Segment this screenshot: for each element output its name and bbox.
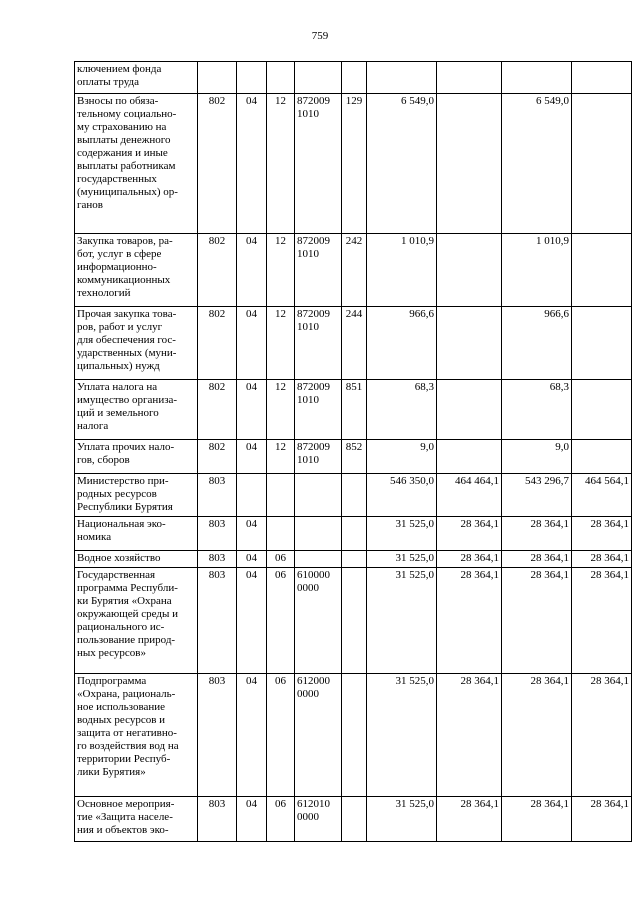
amount-1-cell: 6 549,0 <box>367 94 437 234</box>
section-code-cell <box>237 62 267 94</box>
amount-4-cell: 464 564,1 <box>572 474 632 517</box>
table-row <box>75 307 632 380</box>
subsection-code-cell: 06 <box>267 568 295 674</box>
expense-type-cell: 244 <box>342 307 367 380</box>
expense-type-cell <box>342 551 367 568</box>
amount-4-cell: 28 364,1 <box>572 797 632 842</box>
ministry-code-cell: 802 <box>198 94 237 234</box>
subsection-code-cell: 06 <box>267 797 295 842</box>
row-name-cell: Уплата прочих нало- гов, сборов <box>75 440 198 474</box>
amount-3-cell <box>502 62 572 94</box>
section-code-cell: 04 <box>237 674 267 797</box>
target-article-cell: 872009 1010 <box>295 234 342 307</box>
section-code-cell: 04 <box>237 551 267 568</box>
amount-1-cell: 31 525,0 <box>367 551 437 568</box>
amount-4-cell <box>572 307 632 380</box>
amount-2-cell: 28 364,1 <box>437 551 502 568</box>
expense-type-cell <box>342 797 367 842</box>
amount-4-cell: 28 364,1 <box>572 674 632 797</box>
amount-1-cell: 31 525,0 <box>367 568 437 674</box>
table-row <box>75 234 632 307</box>
table-row <box>75 440 632 474</box>
target-article-cell <box>295 62 342 94</box>
target-article-cell: 872009 1010 <box>295 380 342 440</box>
amount-4-cell <box>572 62 632 94</box>
subsection-code-cell <box>267 62 295 94</box>
ministry-code-cell: 802 <box>198 307 237 380</box>
target-article-cell: 872009 1010 <box>295 440 342 474</box>
ministry-code-cell: 803 <box>198 797 237 842</box>
amount-1-cell: 966,6 <box>367 307 437 380</box>
ministry-code-cell: 803 <box>198 568 237 674</box>
amount-2-cell: 28 364,1 <box>437 517 502 551</box>
subsection-code-cell: 12 <box>267 440 295 474</box>
section-code-cell: 04 <box>237 440 267 474</box>
amount-1-cell: 31 525,0 <box>367 797 437 842</box>
amount-3-cell: 28 364,1 <box>502 568 572 674</box>
amount-3-cell: 9,0 <box>502 440 572 474</box>
subsection-code-cell: 06 <box>267 551 295 568</box>
ministry-code-cell: 803 <box>198 474 237 517</box>
amount-1-cell: 68,3 <box>367 380 437 440</box>
table-row <box>75 380 632 440</box>
amount-3-cell: 966,6 <box>502 307 572 380</box>
expense-type-cell <box>342 517 367 551</box>
row-name-cell: Взносы по обяза- тельному социально- му страхованию на выплаты денежного содержания и иные выплаты работникам государственных (муниципальных) ор- ганов <box>75 94 198 234</box>
amount-2-cell <box>437 380 502 440</box>
amount-4-cell: 28 364,1 <box>572 568 632 674</box>
subsection-code-cell: 12 <box>267 380 295 440</box>
table-row <box>75 568 632 674</box>
amount-4-cell <box>572 94 632 234</box>
table-row <box>75 474 632 517</box>
row-name-cell: Водное хозяйство <box>75 551 198 568</box>
ministry-code-cell: 803 <box>198 551 237 568</box>
subsection-code-cell: 12 <box>267 307 295 380</box>
amount-1-cell: 546 350,0 <box>367 474 437 517</box>
expense-type-cell <box>342 62 367 94</box>
ministry-code-cell <box>198 62 237 94</box>
amount-3-cell: 28 364,1 <box>502 674 572 797</box>
expense-type-cell: 852 <box>342 440 367 474</box>
amount-3-cell: 6 549,0 <box>502 94 572 234</box>
ministry-code-cell: 802 <box>198 380 237 440</box>
table-row <box>75 674 632 797</box>
row-name-cell: Закупка товаров, ра- бот, услуг в сфере информационно- коммуникационных технологий <box>75 234 198 307</box>
expense-type-cell: 242 <box>342 234 367 307</box>
expense-type-cell: 851 <box>342 380 367 440</box>
subsection-code-cell: 06 <box>267 674 295 797</box>
amount-4-cell <box>572 234 632 307</box>
amount-1-cell: 1 010,9 <box>367 234 437 307</box>
table-row <box>75 797 632 842</box>
subsection-code-cell <box>267 517 295 551</box>
target-article-cell <box>295 517 342 551</box>
row-name-cell: Государственная программа Республи- ки Бурятия «Охрана окружающей среды и рационального ис- пользование природ- ных ресурсов» <box>75 568 198 674</box>
expense-type-cell <box>342 568 367 674</box>
table-row <box>75 62 632 94</box>
section-code-cell: 04 <box>237 568 267 674</box>
amount-2-cell <box>437 62 502 94</box>
row-name-cell: ключением фонда оплаты труда <box>75 62 198 94</box>
expense-type-cell <box>342 674 367 797</box>
amount-2-cell <box>437 234 502 307</box>
section-code-cell: 04 <box>237 517 267 551</box>
amount-4-cell: 28 364,1 <box>572 551 632 568</box>
section-code-cell <box>237 474 267 517</box>
amount-1-cell: 31 525,0 <box>367 674 437 797</box>
subsection-code-cell: 12 <box>267 94 295 234</box>
amount-2-cell <box>437 440 502 474</box>
amount-3-cell: 543 296,7 <box>502 474 572 517</box>
amount-3-cell: 68,3 <box>502 380 572 440</box>
table-row <box>75 517 632 551</box>
target-article-cell: 872009 1010 <box>295 307 342 380</box>
target-article-cell: 872009 1010 <box>295 94 342 234</box>
amount-2-cell: 464 464,1 <box>437 474 502 517</box>
target-article-cell: 612000 0000 <box>295 674 342 797</box>
expense-type-cell: 129 <box>342 94 367 234</box>
section-code-cell: 04 <box>237 234 267 307</box>
target-article-cell: 612010 0000 <box>295 797 342 842</box>
amount-4-cell <box>572 440 632 474</box>
amount-4-cell <box>572 380 632 440</box>
budget-table <box>74 61 632 842</box>
ministry-code-cell: 802 <box>198 234 237 307</box>
subsection-code-cell: 12 <box>267 234 295 307</box>
amount-3-cell: 28 364,1 <box>502 517 572 551</box>
amount-2-cell <box>437 307 502 380</box>
row-name-cell: Уплата налога на имущество организа- ций и земельного налога <box>75 380 198 440</box>
target-article-cell <box>295 551 342 568</box>
amount-3-cell: 28 364,1 <box>502 551 572 568</box>
table-row <box>75 551 632 568</box>
ministry-code-cell: 802 <box>198 440 237 474</box>
amount-2-cell: 28 364,1 <box>437 674 502 797</box>
section-code-cell: 04 <box>237 94 267 234</box>
row-name-cell: Прочая закупка това- ров, работ и услуг для обеспечения гос- ударственных (муни- ципальных) нужд <box>75 307 198 380</box>
amount-2-cell <box>437 94 502 234</box>
target-article-cell <box>295 474 342 517</box>
amount-1-cell <box>367 62 437 94</box>
row-name-cell: Подпрограмма «Охрана, рациональ- ное использование водных ресурсов и защита от негативно- го воздействия вод на территории Респуб- лики Бурятия» <box>75 674 198 797</box>
row-name-cell: Министерство при- родных ресурсов Республики Бурятия <box>75 474 198 517</box>
ministry-code-cell: 803 <box>198 517 237 551</box>
amount-2-cell: 28 364,1 <box>437 568 502 674</box>
expense-type-cell <box>342 474 367 517</box>
amount-3-cell: 28 364,1 <box>502 797 572 842</box>
row-name-cell: Национальная эко- номика <box>75 517 198 551</box>
amount-4-cell: 28 364,1 <box>572 517 632 551</box>
section-code-cell: 04 <box>237 307 267 380</box>
row-name-cell: Основное мероприя- тие «Защита населе- ния и объектов эко- <box>75 797 198 842</box>
amount-1-cell: 31 525,0 <box>367 517 437 551</box>
amount-3-cell: 1 010,9 <box>502 234 572 307</box>
amount-1-cell: 9,0 <box>367 440 437 474</box>
ministry-code-cell: 803 <box>198 674 237 797</box>
section-code-cell: 04 <box>237 797 267 842</box>
page-number: 759 <box>311 30 329 42</box>
section-code-cell: 04 <box>237 380 267 440</box>
table-row <box>75 94 632 234</box>
subsection-code-cell <box>267 474 295 517</box>
target-article-cell: 610000 0000 <box>295 568 342 674</box>
amount-2-cell: 28 364,1 <box>437 797 502 842</box>
